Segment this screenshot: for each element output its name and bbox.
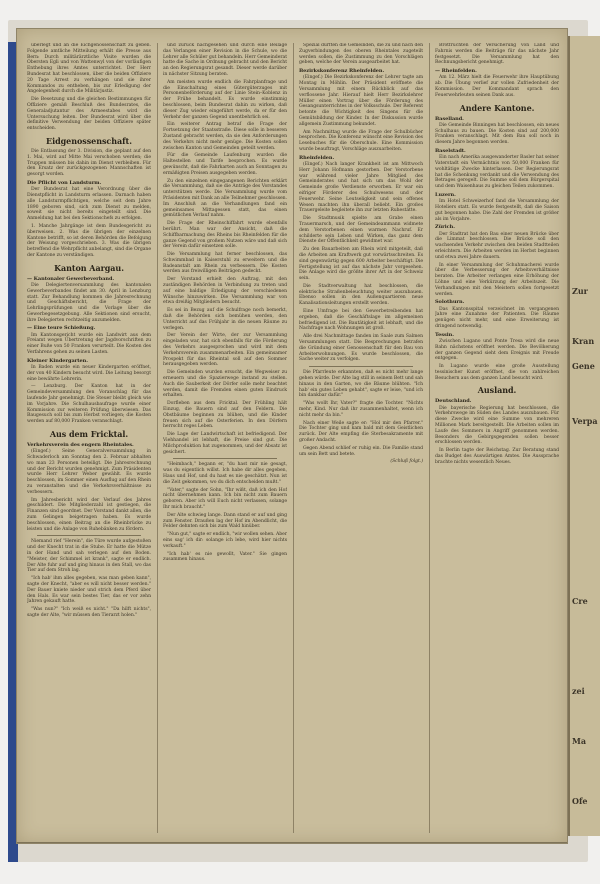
- article-paragraph: Im Jahresbericht wird der Verlauf des Jahres geschildert. Die Mitgliederzahl ist gestiegen, die Finanzen sind geordnet. Der Vorstand dankt allen, die zum Gelingen beigetragen haben. Es wurde beschlossen, einen Beitrag an die Rheinbrücke zu leisten und die Anlage von Ruhebänken zu fördern.: [27, 497, 151, 532]
- article-paragraph: "Was nun?" "Ich weiß es nicht." "Da hilft nichts", sagte der Alte, "wir müssen den Tierarzt holen.": [27, 607, 151, 618]
- column-area: [27, 43, 559, 833]
- article-paragraph: Dorfleben aus dem Fricktal. Der Frühling hält Einzug, die Bauern sind auf den Feldern. Die Obstbäume beginnen zu blühen, und die Kinder freuen sich auf die Osterferien. In den Dörfern herrscht reges Leben.: [163, 401, 287, 430]
- article-title: — Kantonaler Gewerbeverband.: [27, 275, 115, 282]
- article-paragraph: Die Delegiertenversammlung des kantonalen Gewerbeverbandes findet am 30. April in Lenzburg statt. Zur Behandlung kommen die Jahresrechnung und Geschäftsbericht, die Frage der Lehrlingsprüfungen und die Vorlage über die Gewerbegesetzgebung. Alle Sektionen sind ersucht, ihre Delegierten rechtzeitig anzumelden.: [27, 282, 151, 323]
- article-paragraph: Im Kantonsgericht wurde ein Landwirt aus dem Freiamt wegen Übertretung der Jagdvorschriften zu einer Buße von 50 Franken verurteilt. Die Kosten des Verfahrens gehen zu seinen Lasten.: [27, 332, 151, 356]
- article-paragraph: Die Stadtmusik spielte am Grabe einen Trauermarsch, und der Gemeindeammann widmete dem Verstorbenen einen warmen Nachruf. Er schilderte sein Leben und Wirken, das ganz dem Dienste der Öffentlichkeit gewidmet war.: [299, 216, 423, 245]
- article-paragraph: (Eingef.) Seine Generalversammlung in Schwaderloch am Sonntag den 2. Februar abhalten wo man 23 Personen beteiligt. Die Jahresrechnung und der Bericht wurden genehmigt. Zum Präsidenten wurde Herr Lehrer Weber gewählt. Es wurde beschlossen, im Sommer einen Ausflug auf den Rhein zu veranstalten und die Verkehrsverhältnisse zu verbessern.: [27, 449, 151, 495]
- article-paragraph: — Lenzburg. Der Kanton hat in der Gemeindeversammlung den Voranschlag für das laufende Jahr genehmigt. Die Steuer bleibt gleich wie im Vorjahre. Die Schulhausbaufrage wurde einer Kommission zur weiteren Prüfung überwiesen. Das Baugesuch soll bis zum Herbst vorliegen; die Kosten werden auf 80,000 Franken veranschlagt.: [27, 384, 151, 425]
- section-heading: Aus dem Fricktal.: [49, 429, 129, 440]
- continuation-note: (Schluß folgt.): [390, 459, 423, 465]
- feuilleton-separator: [37, 535, 141, 536]
- newspaper-page: [16, 28, 568, 844]
- adjacent-page-edge: [568, 36, 600, 836]
- article-paragraph: und zurück nachgesehen und durch eine Beilage das Verlangen einer Revision in die Schule, wo die Lehrer alle Schüler gut behandeln. Herr Gemeinderat hatte die Sache in Ordnung gebracht und den Bericht an den Regierungsrat gesandt. Dieser werde darüber in nächster Sitzung beraten.: [163, 43, 287, 77]
- article-paragraph: Brotfrüchten der Versicherung von Land und Fahrnis werden die Beiträge für das nächste Jahr festgesetzt. Die Versammlung hat den Rechnungsbericht genehmigt.: [435, 43, 559, 66]
- adjacent-page-fragment: Zur: [572, 286, 588, 296]
- article-paragraph: (Eingef.) Nach langer Krankheit ist am Mittwoch Herr Johann Hofmann gestorben. Der Verstorbene war während vieler Jahre Mitglied des Gemeinderates und hat sich um das Wohl der Gemeinde große Verdienste erworben. Er war ein eifriger Förderer des Schulwesens und der Feuerwehr. Seine Leutseligkeit und sein offenes Wesen machten ihn überall beliebt. Ein großes Trauergeleite begleitete ihn zur letzten Ruhestätte.: [299, 161, 423, 214]
- article-title: Kleiner Kindergarten.: [27, 357, 88, 364]
- column-rule: [157, 43, 158, 833]
- article-paragraph: Am 12. März hielt die Feuerwehr ihre Hauptübung ab. Die Übung verlief zur vollen Zufriedenheit der Kommission. Der Kommandant sprach den Feuerwehrleuten seinen Dank aus.: [435, 75, 559, 98]
- article-paragraph: Die Besetzung und die gleichen Bestimmungen für Offiziere gemäß Beschluß des Bundesrates, die Generaladjutantur des Armeestabes wird die Untersuchung leiten. Der Bundesrat wird über die definitive Verwendung der beiden Offiziere später entscheiden.: [27, 97, 151, 132]
- article-paragraph: "Was wollt Ihr, Vater?" fragte die Tochter. "Nichts mehr, Kind. Nur daß ihr zusammenhaltet, wenn ich nicht mehr da bin.": [299, 401, 423, 418]
- column-1: [27, 43, 151, 833]
- article-paragraph: Das Kantonsspital verzeichnet im vergangenen Jahre eine Zunahme der Patienten. Die Räume genügen nicht mehr, und eine Erweiterung ist dringend notwendig.: [435, 306, 559, 329]
- article-paragraph: Im Hotel Schweizerhof fand die Versammlung der Hoteliers statt. Es wurde festgestellt, daß die Saison gut begonnen habe. Die Zahl der Fremden ist größer als im Vorjahre.: [435, 199, 559, 222]
- adjacent-page-fragment: Kran: [572, 336, 595, 346]
- article-paragraph: Gegen Abend schlief er ruhig ein. Die Familie stand um sein Bett und betete.: [299, 445, 423, 457]
- article-paragraph: Zu den einzelnen eingegangenen Berichten erklärt die Versammlung, daß sie die Anträge des Vorstandes unterstützen werde. Die Versammlung wurde vom Präsidenten mit Dank an alle Teilnehmer geschlossen. Im Anschluß an die Verhandlungen fand ein gemeinsames Mittagessen statt, das einen gemütlichen Verlauf nahm.: [163, 178, 287, 219]
- article-paragraph: Zwischen Lugano und Ponte Tresa wird die neue Bahn nächstens eröffnet werden. Die Bevölkerung der ganzen Gegend sieht dem Ereignis mit Freude entgegen.: [435, 338, 559, 362]
- feuilleton-separator: [309, 366, 413, 367]
- adjacent-page-fragment: Verpa: [572, 416, 598, 426]
- article-paragraph: Eine Umfrage bei den Gewerbetreibenden hat ergeben, daß die Geschäftslage im allgemeinen befriedigend ist. Die Bautätigkeit ist lebhaft, und die Nachfrage nach Wohnungen ist groß.: [299, 309, 423, 332]
- article-paragraph: In Lugano wurde eine große Ausstellung tessinischer Kunst eröffnet, die von zahlreichen Besuchern aus dem ganzen Land besucht wird.: [435, 364, 559, 381]
- article-title: Tessin.: [435, 331, 454, 338]
- article-paragraph: Alle drei Nachmittage fanden im Saale zum Salmen Versammlungen statt. Die Besprechungen betrafen die Gründung einer Genossenschaft für den Bau von Arbeiterwohnungen. Es wurde beschlossen, die Sache weiter zu verfolgen.: [299, 334, 423, 363]
- article-title: — Eine teure Schießung.: [27, 325, 96, 332]
- article-paragraph: Die Versammlung hat ferner beschlossen, das Schwimmbad in Kaiserstuhl zu erweitern und die Badeanstalt am Rhein zu verbessern. Die Kosten werden aus freiwilligen Beiträgen gedeckt.: [163, 252, 287, 275]
- article-paragraph: überlegt und an die Eichgenossenschaft zu geben. Folgende amtliche Mitteilung erhält die Presse aus Bern: Durch militärärztliche Visite wurden die Obersten Egli und von Wattenwyl von der vorläufigen Enthebung ihres Amtes unterrichtet. Der Herr Bundesrat hat beschlossen, über die beiden Offiziere 20 Tage Arrest zu verhängen und sie ihrer Kommandos zu entheben, bis zur Erledigung der Angelegenheit durch die Militärjustiz.: [27, 43, 151, 95]
- adjacent-page-fragment: zei: [572, 686, 585, 696]
- article-title: Zürich.: [435, 224, 455, 231]
- article-paragraph: Für die Gemeinde Laufenburg wurden die Haltestellen und Tarife besprochen. Es wurde gewünscht, daß die Fahrkarten auch an Sonntagen zu ermäßigten Preisen ausgegeben werden.: [163, 153, 287, 176]
- article-paragraph: Ein nach Amerika ausgewanderter Basler hat seiner Vaterstadt ein Vermächtnis von 50,000 Franken für wohltätige Zwecke hinterlassen. Der Regierungsrat hat die Schenkung verdankt und die Verwendung des Betrages geregelt. Die Summe soll dem Bürgerspital und dem Waisenhaus zu gleichen Teilen zukommen.: [435, 155, 559, 190]
- article-paragraph: In Berlin tagte der Reichstag. Zur Beratung stand das Budget des Auswärtigen Amtes. Die Aussprache brachte nichts wesentlich Neues.: [435, 448, 559, 465]
- article-paragraph: Die Gemeinden wurden ersucht, die Wegweiser zu erneuern und die Spazierwege instand zu stellen. Auch die Sauberkeit der Dörfer solle mehr beachtet werden, damit die Fremden einen guten Eindruck erhalten.: [163, 370, 287, 399]
- article-title: Deutschland.: [435, 398, 472, 405]
- article-paragraph: Die Frage der Rheinschiffahrt wurde ebenfalls berührt. Man war der Ansicht, daß die Schiffbarmachung des Rheins bis Rheinfelden für die ganze Gegend von großem Nutzen wäre und daß sich der Verein dafür einsetzen solle.: [163, 221, 287, 250]
- article-paragraph: Am Nachmittag wurde die Frage der Schulbücher besprochen. Die Konferenz wünscht eine Revision des Lesebuches für die Oberschule. Eine Kommission wurde beauftragt, Vorschläge auszuarbeiten.: [299, 129, 423, 152]
- article-paragraph: Der Stadtrat hat den Bau einer neuen Brücke über die Limmat beschlossen. Die Brücke soll den wachsenden Verkehr zwischen den beiden Stadtteilen erleichtern. Die Arbeiten werden im Herbst beginnen und etwa zwei Jahre dauern.: [435, 231, 559, 260]
- column-3: [299, 43, 423, 833]
- article-paragraph: Nach einer Weile sagte er: "Hol mir den Pfarrer." Die Tochter ging und kam bald mit dem Geistlichen zurück. Der Alte empfing die Sterbesakramente mit großer Andacht.: [299, 420, 423, 444]
- section-heading: Andere Kantone.: [459, 102, 535, 113]
- article-paragraph: Der Bundesrat hat eine Verordnung über die Dienstpflicht in Landsturm erlassen. Darnach haben alle Landsturmpflichtigen, welche seit dem Jahre 1890 geboren sind, sich zum Dienst zu melden, soweit sie nicht bereits eingeteilt sind. Die Anmeldung hat bei den Sektionschefs zu erfolgen.: [27, 187, 151, 222]
- article-title: Luzern.: [435, 191, 456, 198]
- article-paragraph: "Heimbach," begann er, "du hast mir nie gesagt, was du eigentlich willst. Ich habe dir alles gegeben, Haus und Hof, und du hast es nie geschätzt. Nun ist die Zeit gekommen, wo du dich entscheiden mußt.": [163, 462, 287, 485]
- article-title: Solothurn.: [435, 299, 465, 306]
- article-paragraph: "Nun gut," sagte er endlich, "wir wollen sehen. Aber eins sag' ich dir: solange ich lebe, wird hier nichts verkauft.": [163, 532, 287, 549]
- article-title: Baselland.: [435, 115, 464, 122]
- column-2: [163, 43, 287, 833]
- section-heading: Eidgenossenschaft.: [46, 135, 132, 146]
- article-title: Rheinfelden.: [299, 154, 335, 161]
- page-bottom-rule: [17, 842, 567, 843]
- article-paragraph: Der Verein der Wirte, der zur Versammlung eingeladen war, hat sich ebenfalls für die Förderung des Verkehrs ausgesprochen und wird mit dem Verkehrsverein zusammenarbeiten. Ein gemeinsamer Prospekt für das Rheintal soll auf den Sommer herausgegeben werden.: [163, 333, 287, 368]
- article-paragraph: Die Gemeinde Binningen hat beschlossen, ein neues Schulhaus zu bauen. Die Kosten sind auf 200,000 Franken veranschlagt. Mit dem Bau soll noch in diesem Jahre begonnen werden.: [435, 122, 559, 146]
- article-paragraph: Es sei in Bezug auf die Schulfrage noch bemerkt, daß die Behörden sich bemühen werden, den Unterricht auf das Frühjahr in die neuen Räume zu verlegen.: [163, 308, 287, 331]
- article-paragraph: 1. Manche Jahrgänge ist dem Bundesgericht zu überweisen. 2. Was die übrigen der einzelnen Kantone betrifft, so ist deren Behörden die Befolgung der Weisung vorgeschrieben. 3. Was die übrigen betreffend die Wehrpflicht anbelangt, sind die Organe der Kantone zu verständigen.: [27, 223, 151, 258]
- article-paragraph: Der Vorstand erhielt den Auftrag, mit den zuständigen Behörden in Verbindung zu treten und auf eine baldige Erledigung der verschiedenen Wünsche hinzuwirken. Die Versammlung war von etwa dreißig Mitgliedern besucht.: [163, 277, 287, 306]
- article-title: Verkehrsverein des engern Rheintales.: [27, 442, 134, 449]
- article-paragraph: "Ich hab' es nie gewollt, Vater." Sie gingen zusammen hinaus.: [163, 551, 287, 563]
- column-4: [435, 43, 559, 833]
- article-paragraph: Die Lage der Landwirtschaft ist befriedigend. Der Viehhandel ist lebhaft, die Preise sind gut. Die Milchproduktion hat zugenommen, und der Absatz ist gesichert.: [163, 432, 287, 455]
- section-heading: Ausland.: [477, 385, 517, 396]
- article-paragraph: Die bayerische Regierung hat beschlossen, die Verkehrswege im Süden des Landes auszubauen. Für diese Zwecke wird eine Summe von mehreren Millionen Mark bereitgestellt. Die Arbeiten sollen im Laufe des Sommers in Angriff genommen werden. Besonders die Gebirgsgegenden sollen besser erschlossen werden.: [435, 405, 559, 446]
- article-paragraph: Zu den Bauarbeiten am Rhein wird mitgeteilt, daß die Arbeiten am Kraftwerk gut vorwärtsschreiten. Es sind gegenwärtig gegen 600 Arbeiter beschäftigt. Die Fertigstellung ist auf das nächste Jahr vorgesehen. Die Anlage wird die größte ihrer Art in der Schweiz sein.: [299, 247, 423, 282]
- column-rule: [429, 43, 430, 833]
- article-paragraph: Am meisten wurde endlich die Fahrplanfrage und die Einschaltung eines Gütergüterzuges mit Personenbeförderung auf der Linie Stein–Koblenz in der Frühe behandelt. Es wurde einstimmig beschlossen, beim Bundesrat dahin zu wirken, daß dieser Zug wieder eingeführt werde, da er für den Verkehr der ganzen Gegend unentbehrlich sei.: [163, 79, 287, 120]
- article-paragraph: "Vater," sagte der Sohn, "Ihr wißt, daß ich den Hof nicht übernehmen kann. Ich bin nicht zum Bauern geboren. Aber ich will Euch nicht verlassen, solange Ihr mich braucht.": [163, 487, 287, 510]
- article-paragraph: Die Stadtverwaltung hat beschlossen, die elektrische Straßenbeleuchtung weiter auszubauen. Ebenso sollen in den Außenquartieren neue Kanalisationsleitungen erstellt werden.: [299, 283, 423, 307]
- adjacent-page-fragment: Cre: [572, 596, 588, 606]
- article-title: Baselstadt.: [435, 147, 466, 154]
- section-heading: Kanton Aargau.: [54, 262, 124, 273]
- article-paragraph: (Eingef.) Die Bezirkskonferenz der Lehrer tagte am Montag in Möhlin. Der Präsident eröffnete die Versammlung mit einem Rückblick auf das verflossene Jahr. Hierauf hielt Herr Bezirkslehrer Müller einen Vortrag über die Förderung des Gesangsunterrichtes in der Volksschule. Der Referent betonte die Wichtigkeit des Singens für die Gemütsbildung der Kinder. In der Diskussion wurde allgemein Zustimmung bekundet.: [299, 75, 423, 127]
- article-paragraph: In Baden wurde ein neuer Kindergarten eröffnet, der von 40 Kindern besucht wird. Die Leitung besorgt eine bewährte Lehrerin.: [27, 365, 151, 382]
- article-title: Bezirkskonferenz Rheinfelden.: [299, 68, 385, 75]
- article-paragraph: Die Pfarrleute erkannten, daß es nicht mehr lange gehen würde. Der Alte lag still in seinem Bett und sah hinaus in den Garten, wo die Bäume blühten. "Ich hab' ein gutes Leben gehabt", sagte er leise, "und ich bin dankbar dafür.": [299, 370, 423, 399]
- article-paragraph: Ein weiterer Antrag betraf die Frage der Fortsetzung der Staatsstraße. Diese solle in besseren Zustand gebracht werden, da sie den Anforderungen des Verkehrs nicht mehr genüge. Die Kosten sollen zwischen Kanton und Gemeinden geteilt werden.: [163, 122, 287, 151]
- article-title: — Rheinfelden.: [435, 68, 477, 75]
- adjacent-page-fragment: Gene: [572, 361, 595, 371]
- adjacent-page-fragment: Ma: [572, 736, 587, 746]
- column-rule: [293, 43, 294, 833]
- article-paragraph: "Ich hab' ihm alles gegeben, was man geben kann", sagte der Knecht, "aber es will nicht besser werden." Der Bauer kniete nieder und strich dem Pferd über den Hals. Es war sein bestes Tier, das er vor zehn Jahren gekauft hatte.: [27, 576, 151, 605]
- article-paragraph: Niemand rief "Herein", die Türe wurde aufgestoßen und der Knecht trat in die Stube. Er hatte die Mütze in der Hand und sah verlegen auf den Boden. "Meister, der Schimmel ist krank", sagte er endlich. Der Alte fuhr auf und ging hinaus in den Stall, wo das Tier auf dem Stroh lag.: [27, 539, 151, 574]
- article-paragraph: Die Entlassung der 3. Division, die geplant auf den 1. Mai, wird auf Mitte Mai verschoben werden; die Truppen müssen bis dahin im Dienst verbleiben. Für den Ersatz der zurückgezogenen Mannschaften ist gesorgt worden.: [27, 148, 151, 178]
- feuilleton-separator: [173, 458, 277, 459]
- article-paragraph: In einer Versammlung der Schuhmacherei wurde über die Verbesserung der Arbeitsverhältnisse beraten. Die Arbeiter verlangen eine Erhöhung der Löhne und eine Verkürzung der Arbeitszeit. Die Verhandlungen mit den Meistern sollen fortgesetzt werden.: [435, 262, 559, 297]
- article-paragraph: Der Alte schwieg lange. Dann stand er auf und ging zum Fenster. Draußen lag der Hof im Abendlicht, die Felder dehnten sich bis zum Wald hinüber.: [163, 512, 287, 530]
- article-paragraph: Spezial dürften die Gemeinden, die zu und nach den Zugverbindungen des oberen Rheintales zugeteilt werden sollen, die Zustimmung zu den Vorschlägen geben, welche der Verein ausgearbeitet hat.: [299, 43, 423, 66]
- adjacent-page-fragment: Ofe: [572, 796, 588, 806]
- article-title: Die Pflicht von Landsturm.: [27, 179, 102, 186]
